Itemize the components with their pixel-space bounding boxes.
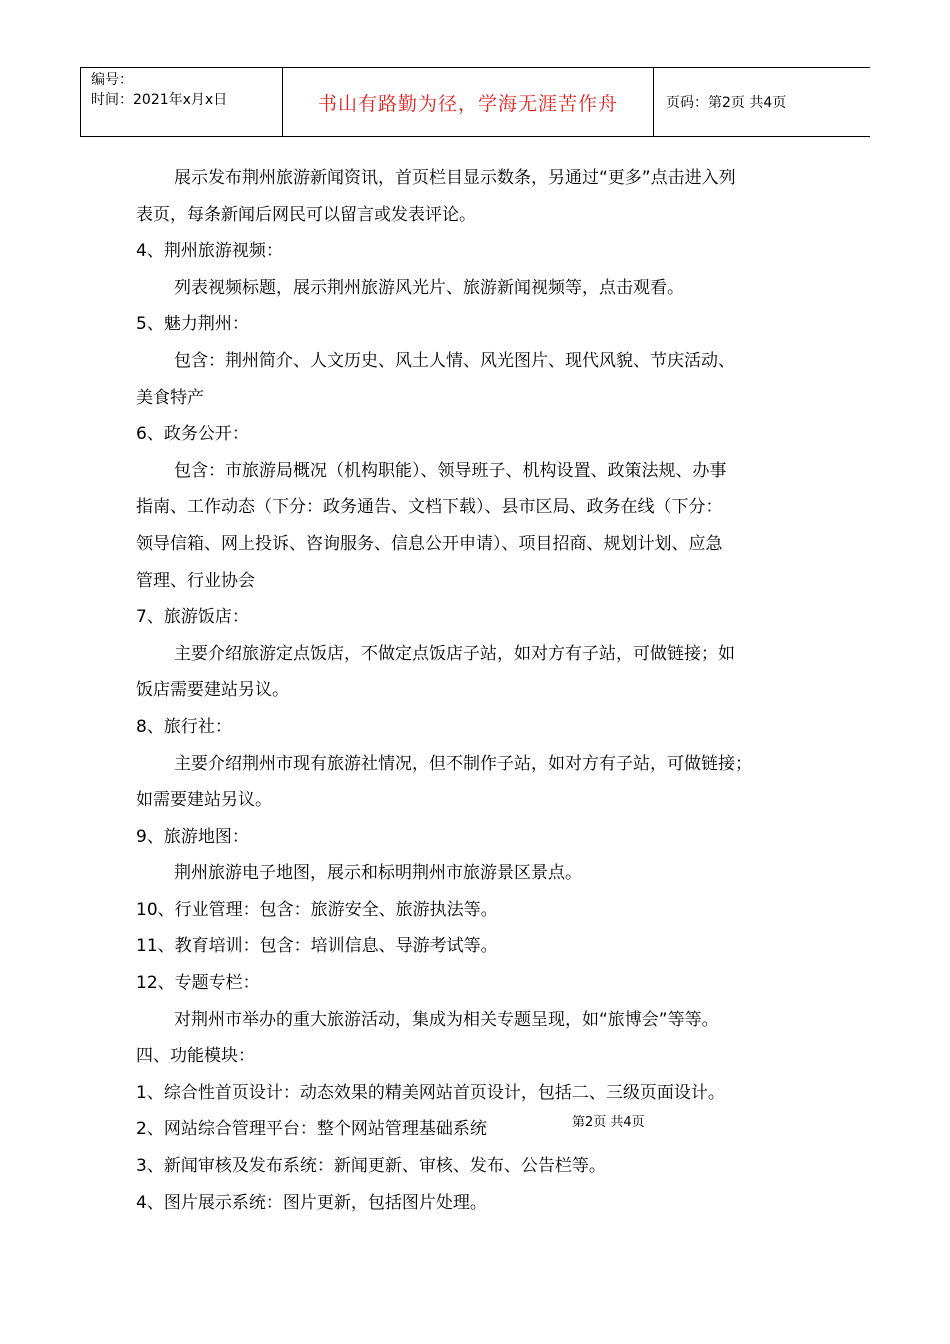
text-line: 5、魅力荆州： [136,314,249,335]
page-info: 页码：第2页 共4页 [666,95,787,111]
text-line: 8、旅行社： [136,716,232,737]
text-line: 管理、行业协会 [136,570,255,591]
text-line: 荆州旅游电子地图，展示和标明荆州市旅游景区景点。 [174,863,582,884]
text-line: 主要介绍荆州市现有旅游社情况，但不制作子站，如对方有子站，可做链接； [174,753,752,774]
text-line: 6、政务公开： [136,424,249,445]
text-line: 如需要建站另议。 [136,790,272,811]
time-label: 时间：2021年x月x日 [91,92,228,108]
text-line: 7、旅游饭店： [136,607,249,628]
text-line: 表页，每条新闻后网民可以留言或发表评论。 [136,204,476,225]
text-line: 列表视频标题，展示荆州旅游风光片、旅游新闻视频等，点击观看。 [174,277,684,298]
document-body [136,160,836,1221]
text-line: 饭店需要建站另议。 [136,680,289,701]
text-line: 包含：市旅游局概况（机构职能）、领导班子、机构设置、政策法规、办事 [174,460,727,481]
motto: 书山有路勤为径，学海无涯苦作舟 [317,92,618,115]
text-line: 2、网站综合管理平台：整个网站管理基础系统 [136,1119,487,1140]
text-line: 4、图片展示系统：图片更新，包括图片处理。 [136,1192,487,1213]
text-line: 四、功能模块： [136,1046,255,1067]
header-table [80,67,870,137]
text-line: 美食特产 [136,387,204,408]
text-line: 10、行业管理：包含：旅游安全、旅游执法等。 [136,899,498,920]
text-line: 12、专题专栏： [136,973,260,994]
text-line: 展示发布荆州旅游新闻资讯，首页栏目显示数条，另通过“更多”点击进入列 [174,168,736,188]
text-line: 4、荆州旅游视频： [136,241,283,262]
text-line: 指南、工作动态（下分：政务通告、文档下载）、县市区局、政务在线（下分： [136,497,723,518]
page-number-footer: 第2页 共4页 [572,1115,645,1130]
text-line: 对荆州市举办的重大旅游活动，集成为相关专题呈现，如“旅博会”等等。 [174,1009,719,1030]
number-label: 编号： [91,72,133,88]
text-line: 9、旅游地图： [136,826,249,847]
text-line: 3、新闻审核及发布系统：新闻更新、审核、发布、公告栏等。 [136,1156,606,1177]
header-middle-cell [283,68,654,136]
header-left-cell [80,68,283,136]
text-line: 主要介绍旅游定点饭店，不做定点饭店子站，如对方有子站，可做链接；如 [174,643,735,664]
header-right-cell [654,68,870,136]
text-line: 包含：荆州简介、人文历史、风土人情、风光图片、现代风貌、节庆活动、 [174,350,735,371]
text-line: 1、综合性首页设计：动态效果的精美网站首页设计，包括二、三级页面设计。 [136,1082,725,1103]
text-line: 11、教育培训：包含：培训信息、导游考试等。 [136,936,498,957]
text-line: 领导信箱、网上投诉、咨询服务、信息公开申请）、项目招商、规划计划、应急 [136,533,723,554]
